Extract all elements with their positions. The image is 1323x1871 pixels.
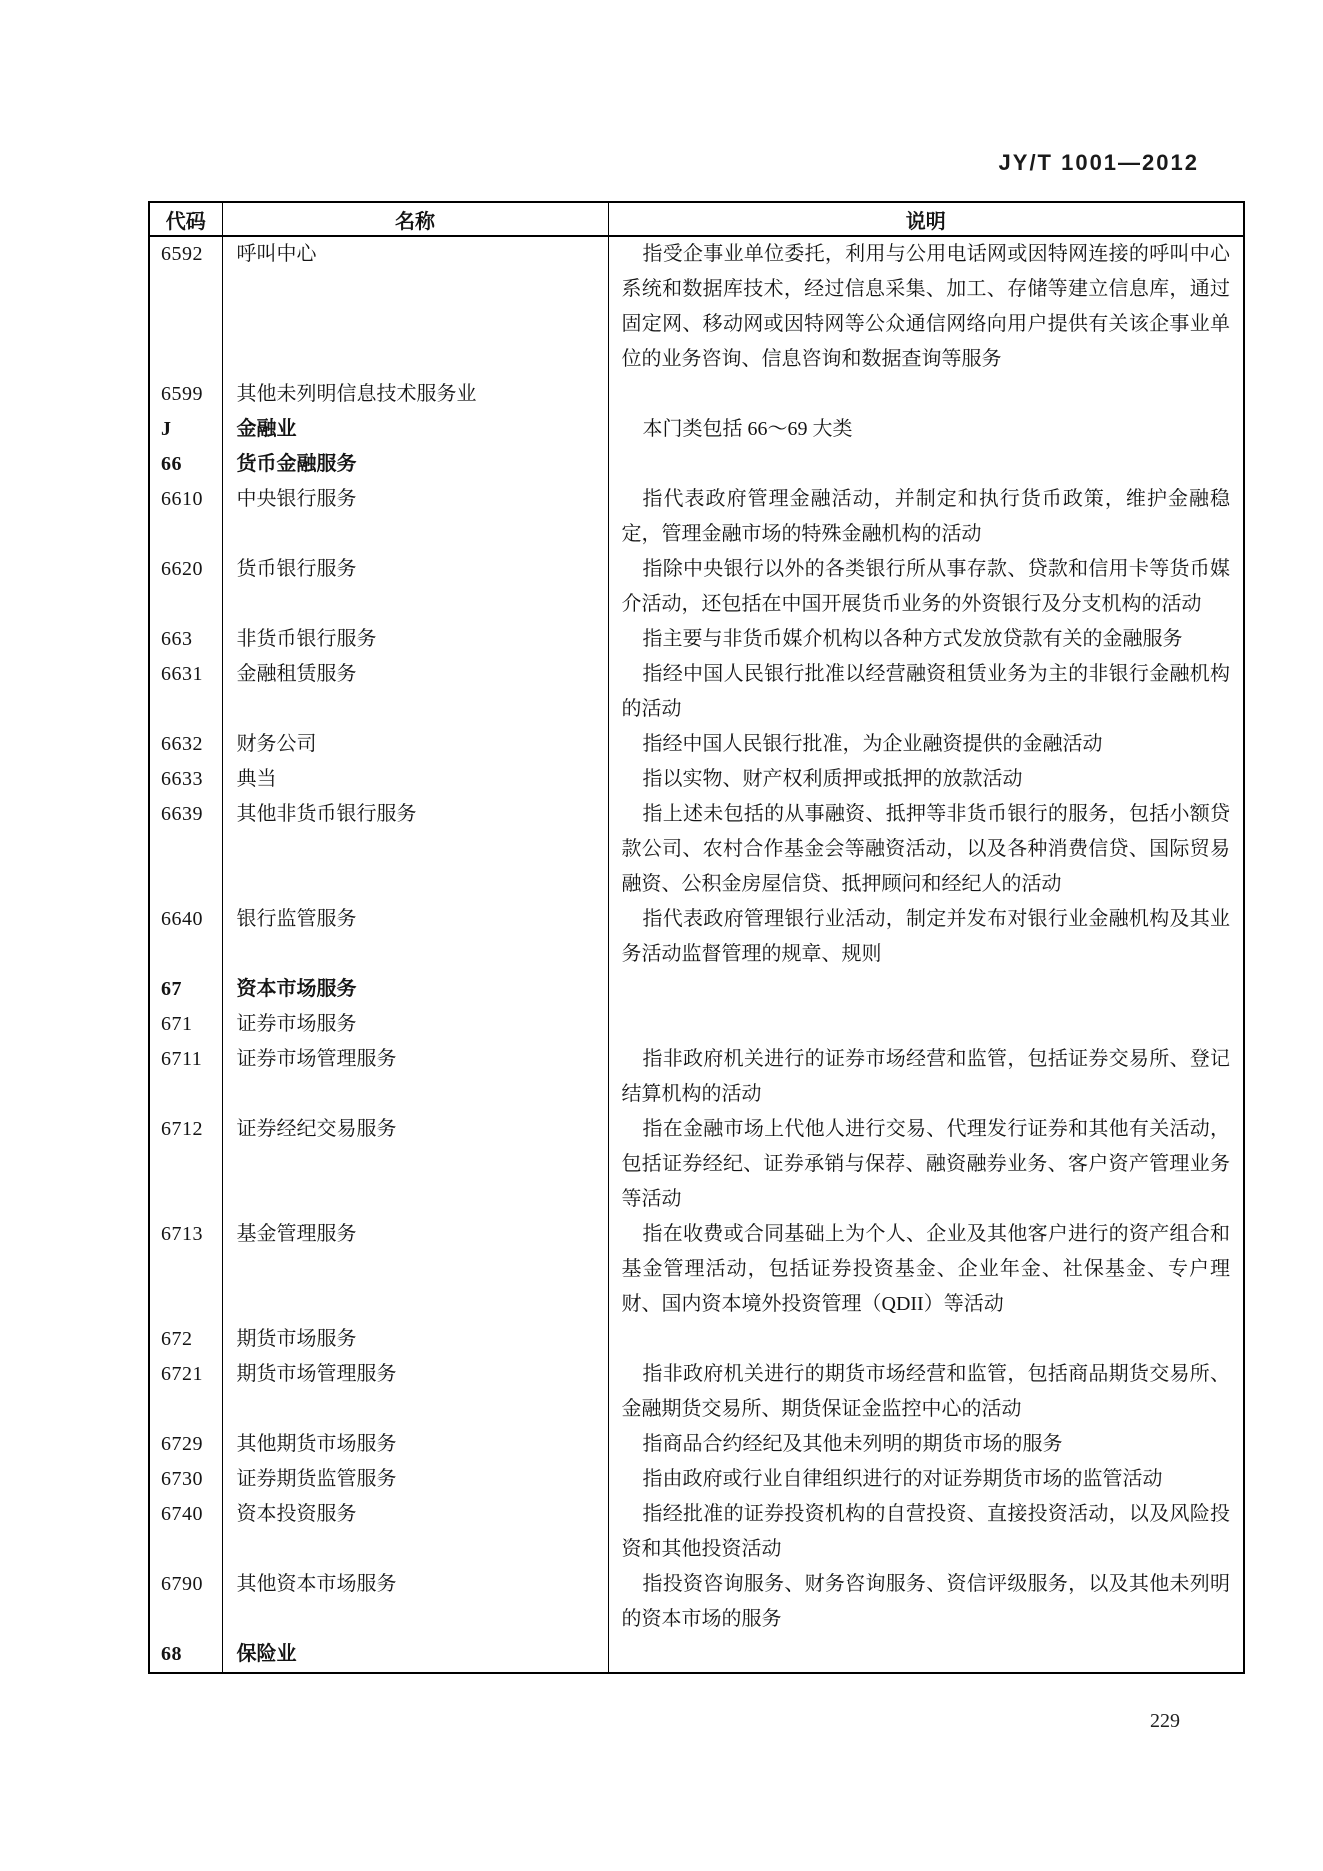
table-row (149, 1567, 1244, 1637)
code-cell: 6632 (149, 727, 222, 762)
name-cell: 期货市场管理服务 (222, 1357, 608, 1427)
column-header-desc: 说明 (608, 202, 1244, 236)
name-cell: 资本市场服务 (222, 972, 608, 1007)
code-cell: 6740 (149, 1497, 222, 1567)
code-cell: 66 (149, 447, 222, 482)
desc-cell: 指由政府或行业自律组织进行的对证券期货市场的监管活动 (608, 1462, 1244, 1497)
code-cell: 6592 (149, 236, 222, 377)
table-row (149, 622, 1244, 657)
table-row (149, 727, 1244, 762)
desc-cell: 指受企事业单位委托，利用与公用电话网或因特网连接的呼叫中心系统和数据库技术，经过信息采集、加工、存储等建立信息库，通过固定网、移动网或因特网等公众通信网络向用户提供有关该企事业单位的业务咨询、信息咨询和数据查询等服务 (608, 236, 1244, 377)
name-cell: 资本投资服务 (222, 1497, 608, 1567)
column-header-code: 代码 (149, 202, 222, 236)
desc-cell: 指经中国人民银行批准，为企业融资提供的金融活动 (608, 727, 1244, 762)
name-cell: 货币金融服务 (222, 447, 608, 482)
code-cell: 6631 (149, 657, 222, 727)
column-header-name: 名称 (222, 202, 608, 236)
code-cell: 68 (149, 1637, 222, 1673)
desc-cell (608, 1637, 1244, 1673)
desc-cell: 指非政府机关进行的期货市场经营和监管，包括商品期货交易所、金融期货交易所、期货保证金监控中心的活动 (608, 1357, 1244, 1427)
code-cell: J (149, 412, 222, 447)
table-row (149, 447, 1244, 482)
table-row (149, 552, 1244, 622)
desc-cell: 指主要与非货币媒介机构以各种方式发放贷款有关的金融服务 (608, 622, 1244, 657)
name-cell: 金融业 (222, 412, 608, 447)
table-row (149, 1427, 1244, 1462)
desc-cell: 指投资咨询服务、财务咨询服务、资信评级服务，以及其他未列明的资本市场的服务 (608, 1567, 1244, 1637)
table-row (149, 1357, 1244, 1427)
name-cell: 银行监管服务 (222, 902, 608, 972)
desc-cell: 指经中国人民银行批准以经营融资租赁业务为主的非银行金融机构的活动 (608, 657, 1244, 727)
table-row (149, 377, 1244, 412)
code-cell: 672 (149, 1322, 222, 1357)
code-cell: 6639 (149, 797, 222, 902)
desc-cell: 指在金融市场上代他人进行交易、代理发行证券和其他有关活动，包括证券经纪、证券承销与保荐、融资融券业务、客户资产管理业务等活动 (608, 1112, 1244, 1217)
name-cell: 证券经纪交易服务 (222, 1112, 608, 1217)
code-cell: 6790 (149, 1567, 222, 1637)
name-cell: 金融租赁服务 (222, 657, 608, 727)
desc-cell (608, 972, 1244, 1007)
table-row (149, 1462, 1244, 1497)
code-cell: 67 (149, 972, 222, 1007)
table-row (149, 902, 1244, 972)
code-cell: 6610 (149, 482, 222, 552)
table-row (149, 657, 1244, 727)
desc-cell: 指商品合约经纪及其他未列明的期货市场的服务 (608, 1427, 1244, 1462)
name-cell: 其他非货币银行服务 (222, 797, 608, 902)
name-cell: 呼叫中心 (222, 236, 608, 377)
desc-cell: 指代表政府管理银行业活动，制定并发布对银行业金融机构及其业务活动监督管理的规章、规则 (608, 902, 1244, 972)
table-row (149, 1637, 1244, 1673)
table-row (149, 972, 1244, 1007)
name-cell: 典当 (222, 762, 608, 797)
desc-cell (608, 1322, 1244, 1357)
name-cell: 非货币银行服务 (222, 622, 608, 657)
code-cell: 6729 (149, 1427, 222, 1462)
table-row (149, 1112, 1244, 1217)
name-cell: 基金管理服务 (222, 1217, 608, 1322)
code-cell: 6711 (149, 1042, 222, 1112)
table-row (149, 1007, 1244, 1042)
desc-cell: 本门类包括 66～69 大类 (608, 412, 1244, 447)
table-row (149, 797, 1244, 902)
name-cell: 其他期货市场服务 (222, 1427, 608, 1462)
table-row (149, 412, 1244, 447)
code-cell: 6599 (149, 377, 222, 412)
standard-number: JY/T 1001—2012 (998, 150, 1199, 175)
desc-cell (608, 447, 1244, 482)
name-cell: 货币银行服务 (222, 552, 608, 622)
name-cell: 期货市场服务 (222, 1322, 608, 1357)
desc-cell: 指除中央银行以外的各类银行所从事存款、贷款和信用卡等货币媒介活动，还包括在中国开展货币业务的外资银行及分支机构的活动 (608, 552, 1244, 622)
table-row (149, 762, 1244, 797)
code-cell: 6713 (149, 1217, 222, 1322)
desc-cell: 指以实物、财产权利质押或抵押的放款活动 (608, 762, 1244, 797)
table-row (149, 1322, 1244, 1357)
page-number: 229 (1150, 1710, 1180, 1732)
desc-cell (608, 377, 1244, 412)
name-cell: 证券市场服务 (222, 1007, 608, 1042)
name-cell: 证券市场管理服务 (222, 1042, 608, 1112)
code-cell: 6730 (149, 1462, 222, 1497)
desc-cell: 指非政府机关进行的证券市场经营和监管，包括证券交易所、登记结算机构的活动 (608, 1042, 1244, 1112)
desc-cell: 指代表政府管理金融活动，并制定和执行货币政策，维护金融稳定，管理金融市场的特殊金融机构的活动 (608, 482, 1244, 552)
code-cell: 663 (149, 622, 222, 657)
code-cell: 6712 (149, 1112, 222, 1217)
desc-cell: 指上述未包括的从事融资、抵押等非货币银行的服务，包括小额贷款公司、农村合作基金会等融资活动，以及各种消费信贷、国际贸易融资、公积金房屋信贷、抵押顾问和经纪人的活动 (608, 797, 1244, 902)
classification-table (148, 201, 1245, 1674)
desc-cell: 指经批准的证券投资机构的自营投资、直接投资活动，以及风险投资和其他投资活动 (608, 1497, 1244, 1567)
table-row (149, 1042, 1244, 1112)
table-header-row (149, 202, 1244, 236)
code-cell: 6633 (149, 762, 222, 797)
table-row (149, 236, 1244, 377)
code-cell: 6620 (149, 552, 222, 622)
name-cell: 其他未列明信息技术服务业 (222, 377, 608, 412)
name-cell: 财务公司 (222, 727, 608, 762)
code-cell: 6640 (149, 902, 222, 972)
table-row (149, 1217, 1244, 1322)
name-cell: 保险业 (222, 1637, 608, 1673)
desc-cell: 指在收费或合同基础上为个人、企业及其他客户进行的资产组合和基金管理活动，包括证券投资基金、企业年金、社保基金、专户理财、国内资本境外投资管理（QDII）等活动 (608, 1217, 1244, 1322)
name-cell: 中央银行服务 (222, 482, 608, 552)
desc-cell (608, 1007, 1244, 1042)
code-cell: 671 (149, 1007, 222, 1042)
name-cell: 证券期货监管服务 (222, 1462, 608, 1497)
table-row (149, 482, 1244, 552)
code-cell: 6721 (149, 1357, 222, 1427)
table-row (149, 1497, 1244, 1567)
name-cell: 其他资本市场服务 (222, 1567, 608, 1637)
